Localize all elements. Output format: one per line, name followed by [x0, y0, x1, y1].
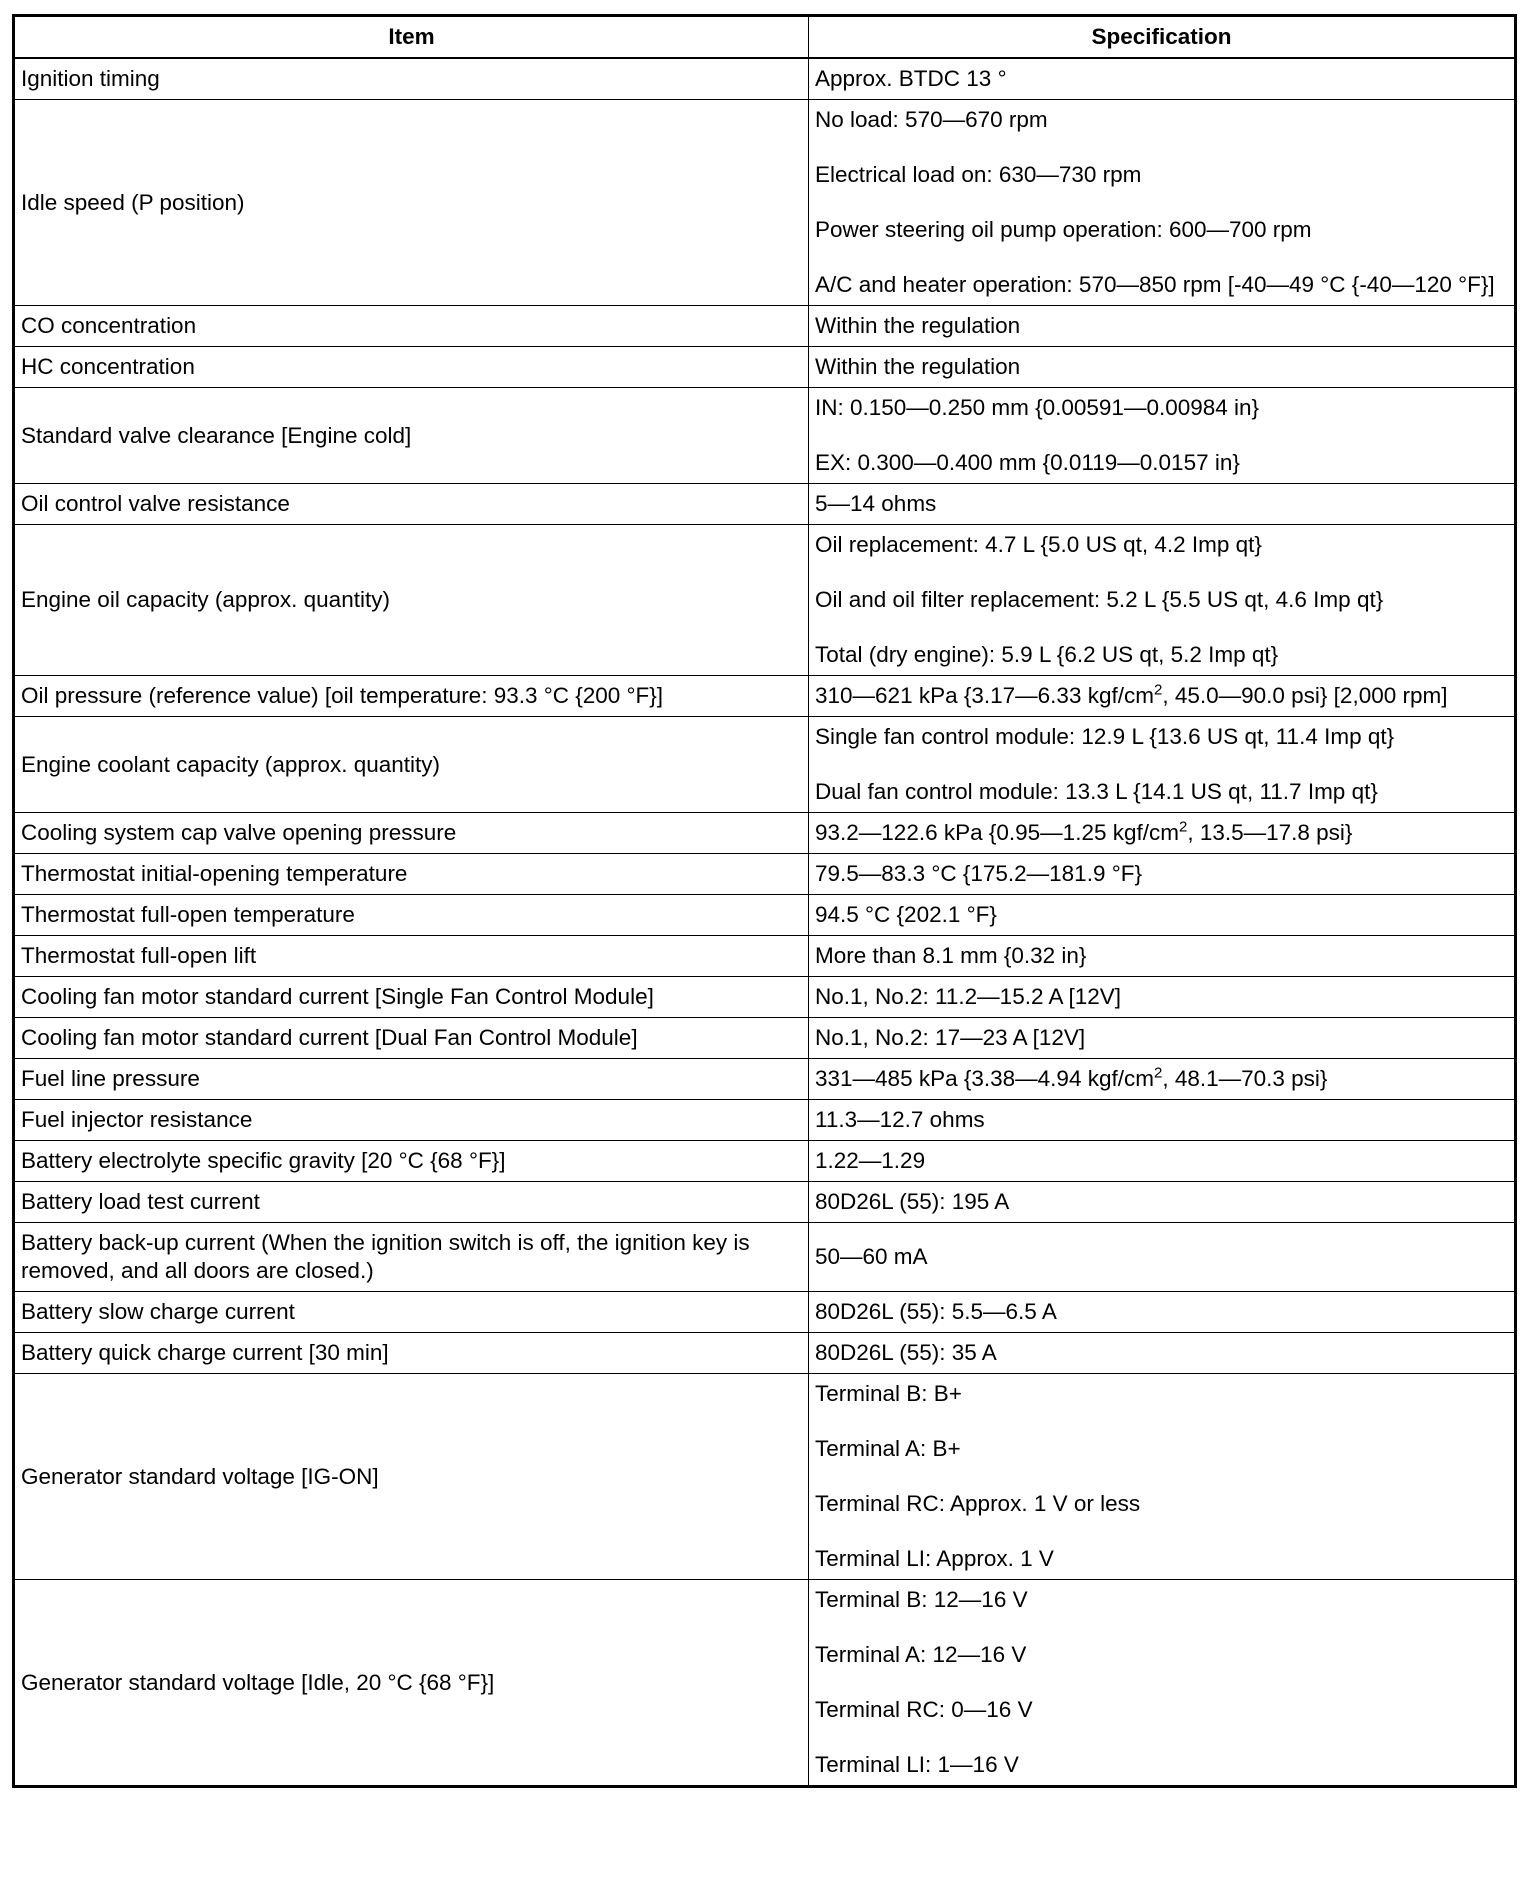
specification-cell	[809, 1059, 1516, 1100]
specification-cell	[809, 1333, 1516, 1374]
superscript-exponent: 2	[1153, 681, 1163, 699]
specification-text: , 48.1—70.3 psi}	[1162, 1066, 1328, 1091]
table-body	[14, 58, 1516, 1787]
specification-line: EX: 0.300—0.400 mm {0.0119—0.0157 in}	[815, 450, 1240, 475]
table-row	[14, 1141, 1516, 1182]
item-cell: Cooling fan motor standard current [Single Fan Control Module]	[14, 977, 809, 1018]
specification-cell	[809, 813, 1516, 854]
item-cell: CO concentration	[14, 306, 809, 347]
table-row	[14, 813, 1516, 854]
superscript-exponent: 2	[1178, 818, 1188, 836]
table-row	[14, 388, 1516, 484]
item-cell: Oil pressure (reference value) [oil temperature: 93.3 °C {200 °F}]	[14, 676, 809, 717]
specification-cell	[809, 1182, 1516, 1223]
specification-line: Within the regulation	[815, 313, 1021, 338]
specification-text: 331—485 kPa {3.38—4.94 kgf/cm	[815, 1066, 1154, 1091]
superscript-exponent: 2	[1153, 1064, 1163, 1082]
specification-line: Terminal B: B+	[815, 1381, 962, 1406]
specification-text: 93.2—122.6 kPa {0.95—1.25 kgf/cm	[815, 820, 1179, 845]
specification-cell	[809, 1141, 1516, 1182]
specification-line: 1.22—1.29	[815, 1148, 926, 1173]
table-row	[14, 1374, 1516, 1580]
specification-cell	[809, 100, 1516, 306]
specification-line	[815, 1065, 1507, 1093]
item-cell: HC concentration	[14, 347, 809, 388]
table-row	[14, 977, 1516, 1018]
specification-line: Terminal A: 12—16 V	[815, 1642, 1027, 1667]
specification-cell	[809, 717, 1516, 813]
header-item: Item	[14, 16, 809, 59]
specification-line: A/C and heater operation: 570—850 rpm [-40—49 °C {-40—120 °F}]	[815, 272, 1495, 297]
specification-line: No load: 570—670 rpm	[815, 107, 1048, 132]
table-header	[14, 16, 1516, 59]
specification-text: , 45.0—90.0 psi} [2,000 rpm]	[1162, 683, 1448, 708]
table-row	[14, 1580, 1516, 1787]
table-row	[14, 1100, 1516, 1141]
specification-line: Terminal A: B+	[815, 1436, 961, 1461]
table-row	[14, 306, 1516, 347]
item-cell: Engine oil capacity (approx. quantity)	[14, 525, 809, 676]
specification-line: 11.3—12.7 ohms	[815, 1107, 985, 1132]
table-row	[14, 936, 1516, 977]
specification-line: Terminal LI: 1—16 V	[815, 1752, 1019, 1777]
table-row	[14, 347, 1516, 388]
specification-line: Total (dry engine): 5.9 L {6.2 US qt, 5.2 Imp qt}	[815, 642, 1279, 667]
table-row	[14, 895, 1516, 936]
specification-line: Power steering oil pump operation: 600—700 rpm	[815, 217, 1312, 242]
item-cell: Battery back-up current (When the ignition switch is off, the ignition key is removed, and all doors are closed.)	[14, 1223, 809, 1292]
specification-cell	[809, 1223, 1516, 1292]
specification-line: 5—14 ohms	[815, 491, 937, 516]
specification-cell	[809, 676, 1516, 717]
item-cell: Battery load test current	[14, 1182, 809, 1223]
item-cell: Thermostat full-open temperature	[14, 895, 809, 936]
item-cell: Fuel injector resistance	[14, 1100, 809, 1141]
table-row	[14, 58, 1516, 100]
specification-cell	[809, 1018, 1516, 1059]
specification-line: IN: 0.150—0.250 mm {0.00591—0.00984 in}	[815, 395, 1260, 420]
item-cell: Ignition timing	[14, 58, 809, 100]
item-cell: Standard valve clearance [Engine cold]	[14, 388, 809, 484]
item-cell: Thermostat initial-opening temperature	[14, 854, 809, 895]
specification-cell	[809, 525, 1516, 676]
item-cell: Battery quick charge current [30 min]	[14, 1333, 809, 1374]
specification-line: No.1, No.2: 11.2—15.2 A [12V]	[815, 984, 1122, 1009]
specification-line: Single fan control module: 12.9 L {13.6 US qt, 11.4 Imp qt}	[815, 724, 1395, 749]
header-specification: Specification	[809, 16, 1516, 59]
item-cell: Generator standard voltage [IG-ON]	[14, 1374, 809, 1580]
spec-table	[12, 14, 1517, 1788]
specification-line: More than 8.1 mm {0.32 in}	[815, 943, 1087, 968]
specification-line: Within the regulation	[815, 354, 1021, 379]
table-row	[14, 1292, 1516, 1333]
specification-cell	[809, 388, 1516, 484]
table-row	[14, 484, 1516, 525]
specification-cell	[809, 1100, 1516, 1141]
specification-line: Approx. BTDC 13 °	[815, 66, 1007, 91]
item-cell: Thermostat full-open lift	[14, 936, 809, 977]
table-row	[14, 1182, 1516, 1223]
specification-line: No.1, No.2: 17—23 A [12V]	[815, 1025, 1086, 1050]
specification-line: 50—60 mA	[815, 1244, 928, 1269]
specification-cell	[809, 347, 1516, 388]
item-cell: Engine coolant capacity (approx. quantity)	[14, 717, 809, 813]
specification-cell	[809, 854, 1516, 895]
table-row	[14, 1333, 1516, 1374]
specification-line: 80D26L (55): 35 A	[815, 1340, 997, 1365]
specification-cell	[809, 1580, 1516, 1787]
item-cell: Cooling system cap valve opening pressure	[14, 813, 809, 854]
table-row	[14, 854, 1516, 895]
specification-cell	[809, 484, 1516, 525]
specification-line: Terminal RC: Approx. 1 V or less	[815, 1491, 1141, 1516]
specification-cell	[809, 1374, 1516, 1580]
item-cell: Battery slow charge current	[14, 1292, 809, 1333]
specification-text: , 13.5—17.8 psi}	[1187, 820, 1353, 845]
specification-text: 310—621 kPa {3.17—6.33 kgf/cm	[815, 683, 1154, 708]
specification-cell	[809, 936, 1516, 977]
specification-line: Terminal B: 12—16 V	[815, 1587, 1028, 1612]
specification-line: 79.5—83.3 °C {175.2—181.9 °F}	[815, 861, 1142, 886]
item-cell: Battery electrolyte specific gravity [20 °C {68 °F}]	[14, 1141, 809, 1182]
specification-line	[815, 819, 1507, 847]
specification-line: 94.5 °C {202.1 °F}	[815, 902, 997, 927]
item-cell: Generator standard voltage [Idle, 20 °C {68 °F}]	[14, 1580, 809, 1787]
specification-line	[815, 682, 1507, 710]
specification-cell	[809, 977, 1516, 1018]
item-cell: Oil control valve resistance	[14, 484, 809, 525]
table-row	[14, 525, 1516, 676]
specification-line: 80D26L (55): 5.5—6.5 A	[815, 1299, 1057, 1324]
table-row	[14, 1223, 1516, 1292]
table-row	[14, 717, 1516, 813]
header-row	[14, 16, 1516, 59]
item-cell: Fuel line pressure	[14, 1059, 809, 1100]
item-cell: Cooling fan motor standard current [Dual Fan Control Module]	[14, 1018, 809, 1059]
specification-line: 80D26L (55): 195 A	[815, 1189, 1010, 1214]
specification-line: Terminal RC: 0—16 V	[815, 1697, 1033, 1722]
table-row	[14, 100, 1516, 306]
item-cell: Idle speed (P position)	[14, 100, 809, 306]
specification-line: Oil and oil filter replacement: 5.2 L {5.5 US qt, 4.6 Imp qt}	[815, 587, 1384, 612]
specification-line: Oil replacement: 4.7 L {5.0 US qt, 4.2 Imp qt}	[815, 532, 1262, 557]
table-row	[14, 676, 1516, 717]
table-row	[14, 1018, 1516, 1059]
specification-cell	[809, 58, 1516, 100]
specification-cell	[809, 306, 1516, 347]
specification-line: Dual fan control module: 13.3 L {14.1 US qt, 11.7 Imp qt}	[815, 779, 1378, 804]
specification-cell	[809, 1292, 1516, 1333]
table-row	[14, 1059, 1516, 1100]
specification-line: Electrical load on: 630—730 rpm	[815, 162, 1142, 187]
specification-cell	[809, 895, 1516, 936]
specification-line: Terminal LI: Approx. 1 V	[815, 1546, 1054, 1571]
